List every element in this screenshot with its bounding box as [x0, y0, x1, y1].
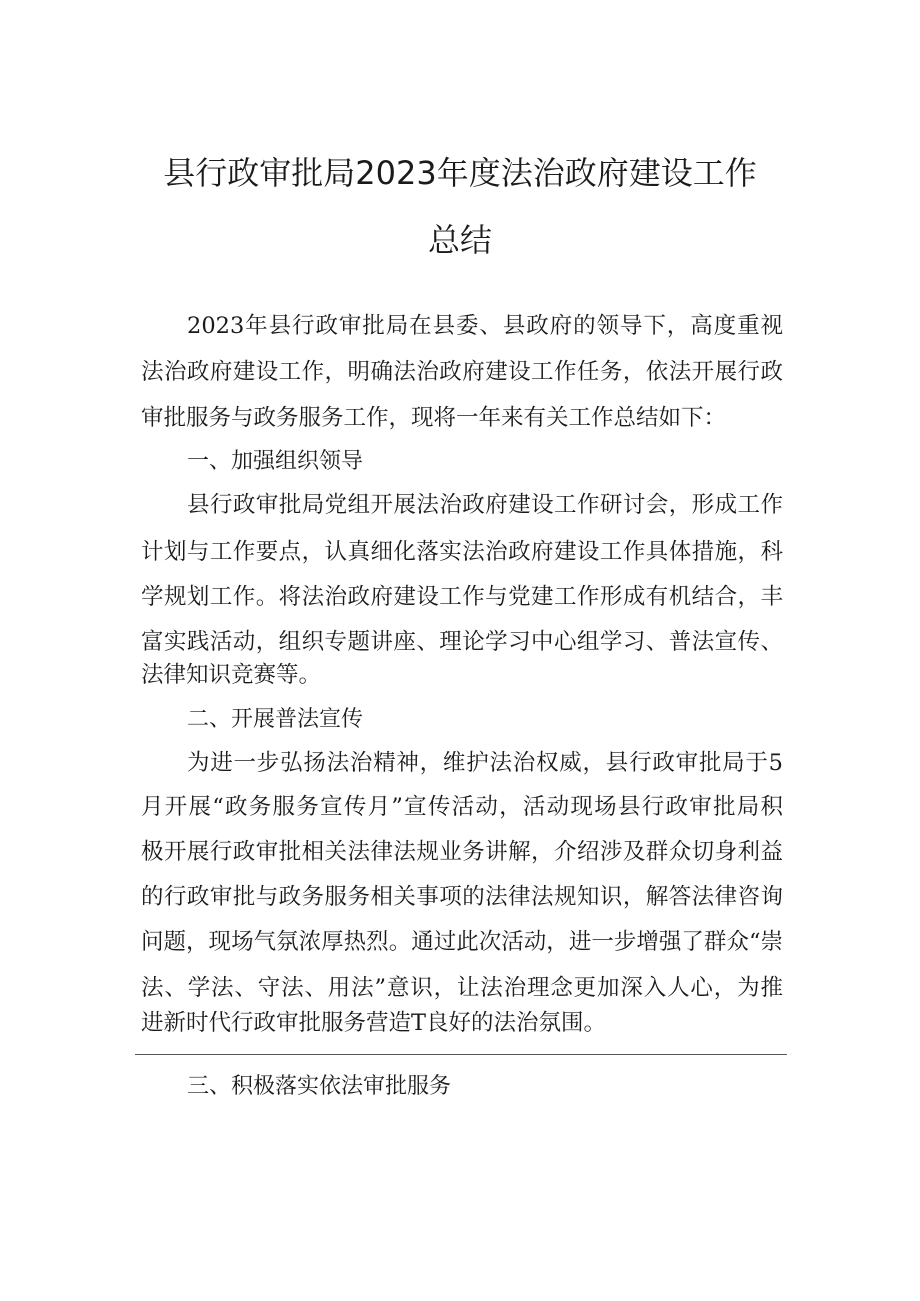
paragraph-line: 的行政审批与政务服务相关事项的法律法规知识，解答法律咨询 — [141, 884, 783, 910]
section-heading: 一、加强组织领导 — [187, 449, 364, 474]
paragraph-line: 学规划工作。将法治政府建设工作与党建工作形成有机结合，丰 — [141, 584, 783, 610]
paragraph-line: 月开展“政务服务宣传月”宣传活动，活动现场县行政审批局积 — [141, 794, 783, 820]
paragraph-line: 法律知识竞赛等。 — [141, 662, 322, 688]
intro-line: 法治政府建设工作，明确法治政府建设工作任务，依法开展行政 — [141, 359, 783, 385]
page-divider — [135, 1054, 787, 1055]
section-heading: 二、开展普法宣传 — [187, 707, 364, 732]
paragraph-line: 进新时代行政审批服务营造T良好的法治氛围。 — [141, 1010, 607, 1036]
paragraph-line: 计划与工作要点，认真细化落实法治政府建设工作具体措施，科 — [141, 539, 783, 565]
paragraph-line: 法、学法、守法、用法”意识，让法治理念更加深入人心，为推 — [141, 975, 783, 1001]
paragraph-line: 富实践活动，组织专题讲座、理论学习中心组学习、普法宣传、 — [141, 629, 783, 655]
section-heading: 三、积极落实依法审批服务 — [187, 1074, 452, 1099]
document-title-line1: 县行政审批局2023年度法治政府建设工作 — [163, 154, 757, 192]
document-title-line2: 总结 — [427, 221, 492, 259]
intro-line: 审批服务与政务服务工作，现将一年来有关工作总结如下： — [141, 405, 727, 431]
intro-line: 2023年县行政审批局在县委、县政府的领导下，高度重视 — [187, 313, 783, 339]
paragraph-line: 问题，现场气氛浓厚热烈。通过此次活动，进一步增强了群众“崇 — [141, 929, 783, 955]
paragraph-line: 为进一步弘扬法治精神，维护法治权威，县行政审批局于5 — [187, 750, 783, 776]
paragraph-line: 极开展行政审批相关法律法规业务讲解，介绍涉及群众切身利益 — [141, 839, 783, 865]
paragraph-line: 县行政审批局党组开展法治政府建设工作研讨会，形成工作 — [187, 492, 783, 518]
